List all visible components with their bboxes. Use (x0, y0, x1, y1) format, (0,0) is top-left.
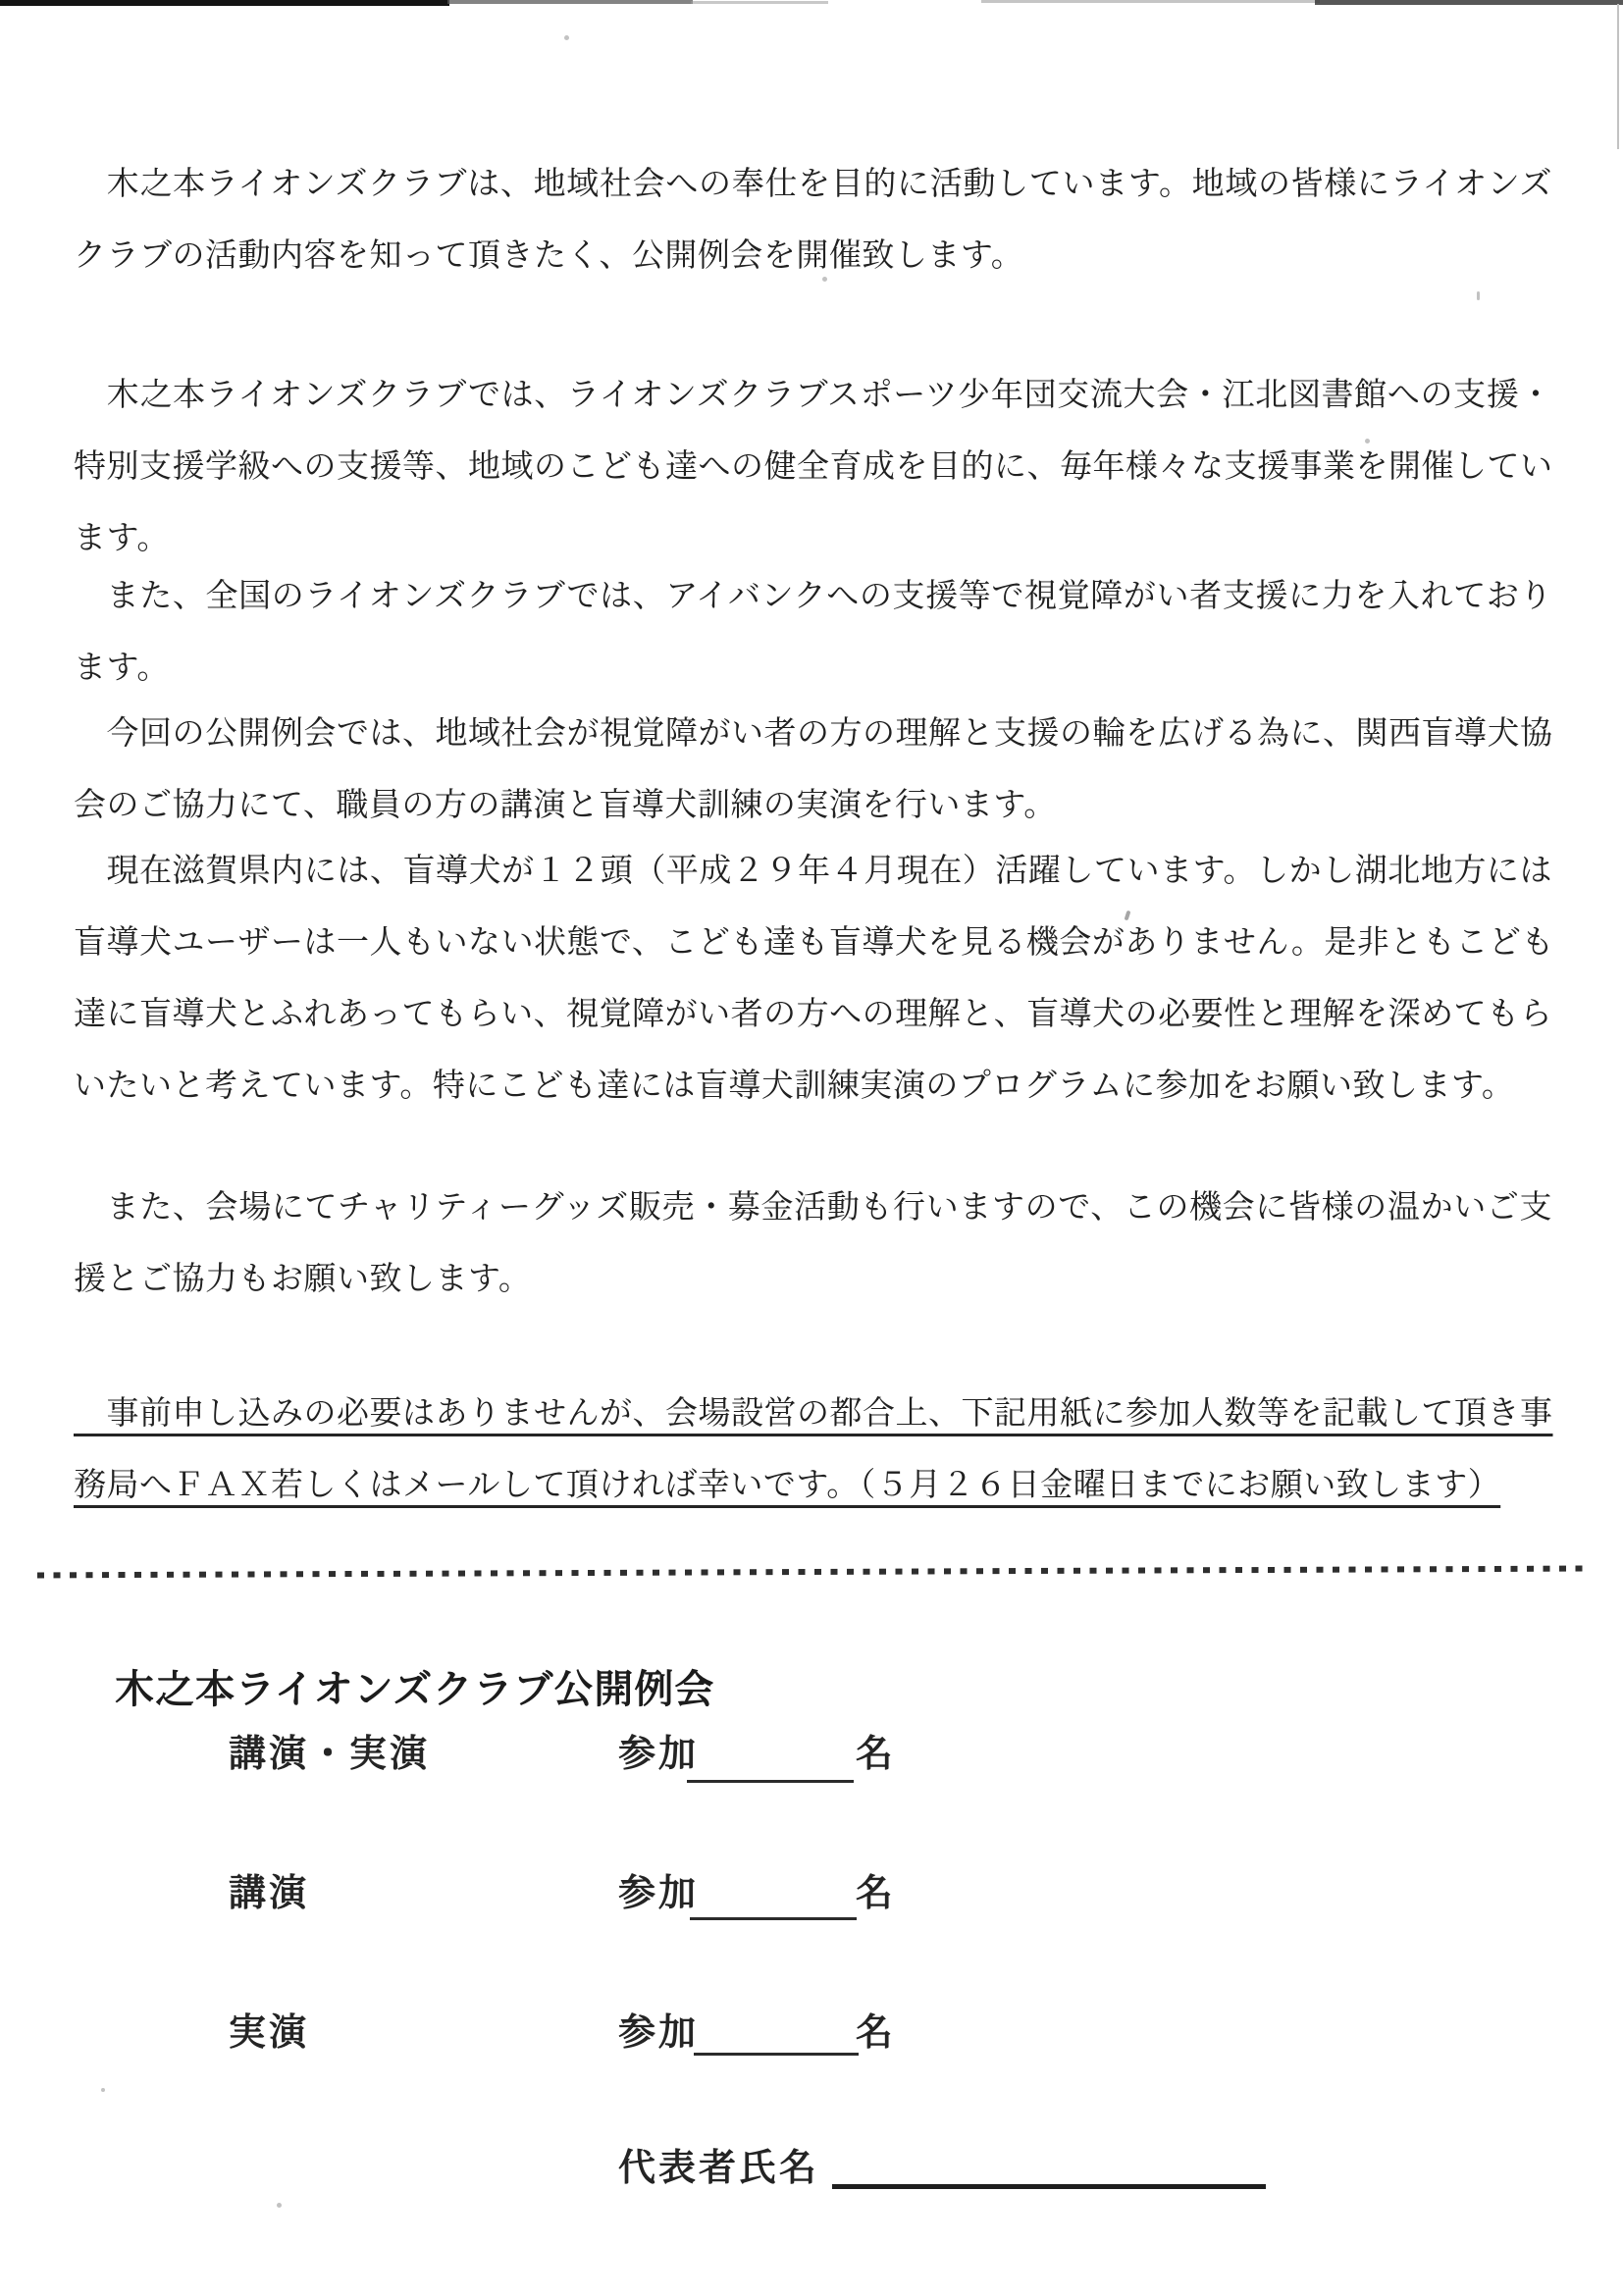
scan-speck (564, 35, 569, 40)
paragraph-guide-dogs (74, 834, 1552, 1121)
body-line: 援とご協力もお願い致します。 (74, 1259, 532, 1297)
form-row-representative (0, 2137, 1623, 2245)
body-line: 盲導犬ユーザーは一人もいない状態で、こども達も盲導犬を見る機会がありません。是非ともこども (74, 922, 1554, 961)
scan-artifact (691, 1, 828, 4)
scan-artifact (0, 0, 449, 6)
counter-label: 名 (856, 2010, 897, 2054)
paragraph-intro (74, 147, 1552, 290)
reply-form-title: 木之本ライオンズクラブ公開例会 (115, 1667, 715, 1712)
row-label: 講演・実演 (229, 1732, 431, 1775)
body-line: 達に盲導犬とふれあってもらい、視覚障がい者の方への理解と、盲導犬の必要性と理解を深めてもら (74, 994, 1553, 1032)
body-line-underlined: 務局へＦＡＸ若しくはメールして頂ければ幸いです。（５月２６日金曜日までにお願い致します） (74, 1465, 1501, 1503)
body-line-underlined: 事前申し込みの必要はありませんが、会場設営の都合上、下記用紙に参加人数等を記載して頂き事 (74, 1393, 1553, 1432)
scan-artifact (981, 0, 1320, 3)
participants-count-blank[interactable] (687, 1780, 854, 1783)
participation-label: 参加 (618, 2010, 700, 2054)
paragraph-event-purpose (74, 697, 1552, 840)
body-line: クラブの活動内容を知って頂きたく、公開例会を開催致します。 (74, 235, 1024, 274)
participants-count-blank[interactable] (694, 2053, 859, 2056)
body-line: また、会場にてチャリティーグッズ販売・募金活動も行いますので、この機会に皆様の温かいご支 (74, 1187, 1552, 1226)
participation-label: 参加 (618, 1871, 700, 1914)
body-line: 木之本ライオンズクラブでは、ライオンズクラブスポーツ少年団交流大会・江北図書館への支援・ (74, 375, 1552, 413)
row-label: 実演 (229, 2010, 310, 2054)
paragraph-eyebank (74, 559, 1552, 703)
form-row-lecture (0, 1862, 1623, 1970)
representative-name-blank[interactable] (832, 2184, 1266, 2189)
representative-name-label: 代表者氏名 (618, 2146, 820, 2189)
counter-label: 名 (856, 1732, 897, 1775)
body-line: 特別支援学級への支援等、地域のこども達への健全育成を目的に、毎年様々な支援事業を開催してい (74, 446, 1553, 485)
scan-artifact (447, 0, 693, 4)
body-line: また、全国のライオンズクラブでは、アイバンクへの支援等で視覚障がい者支援に力を入れており (74, 576, 1552, 614)
counter-label: 名 (856, 1871, 897, 1914)
participants-count-blank[interactable] (690, 1917, 857, 1920)
form-row-lecture-and-demo (0, 1723, 1623, 1831)
participation-label: 参加 (618, 1732, 700, 1775)
scan-speck (1477, 291, 1480, 300)
scan-artifact (1315, 0, 1623, 5)
paragraph-activities (74, 358, 1552, 573)
body-line: 木之本ライオンズクラブは、地域社会への奉仕を目的に活動しています。地域の皆様にライオンズ (74, 164, 1552, 202)
body-line: いたいと考えています。特にこども達には盲導犬訓練実演のプログラムに参加をお願い致します。 (74, 1066, 1515, 1104)
paragraph-charity (74, 1171, 1552, 1314)
body-line: 今回の公開例会では、地域社会が視覚障がい者の方の理解と支援の輪を広げる為に、関西盲導犬協 (74, 713, 1553, 752)
scan-artifact (1617, 4, 1619, 149)
body-line: ます。 (74, 518, 170, 556)
body-line: 会のご協力にて、職員の方の講演と盲導犬訓練の実演を行います。 (74, 785, 1057, 823)
paragraph-application-note (74, 1377, 1552, 1520)
body-line: 現在滋賀県内には、盲導犬が１２頭（平成２９年４月現在）活躍しています。しかし湖北地方には (74, 851, 1552, 889)
row-label: 講演 (229, 1871, 310, 1914)
body-line: ます。 (74, 648, 170, 686)
form-row-demo (0, 2002, 1623, 2110)
dashed-separator (37, 1566, 1584, 1579)
